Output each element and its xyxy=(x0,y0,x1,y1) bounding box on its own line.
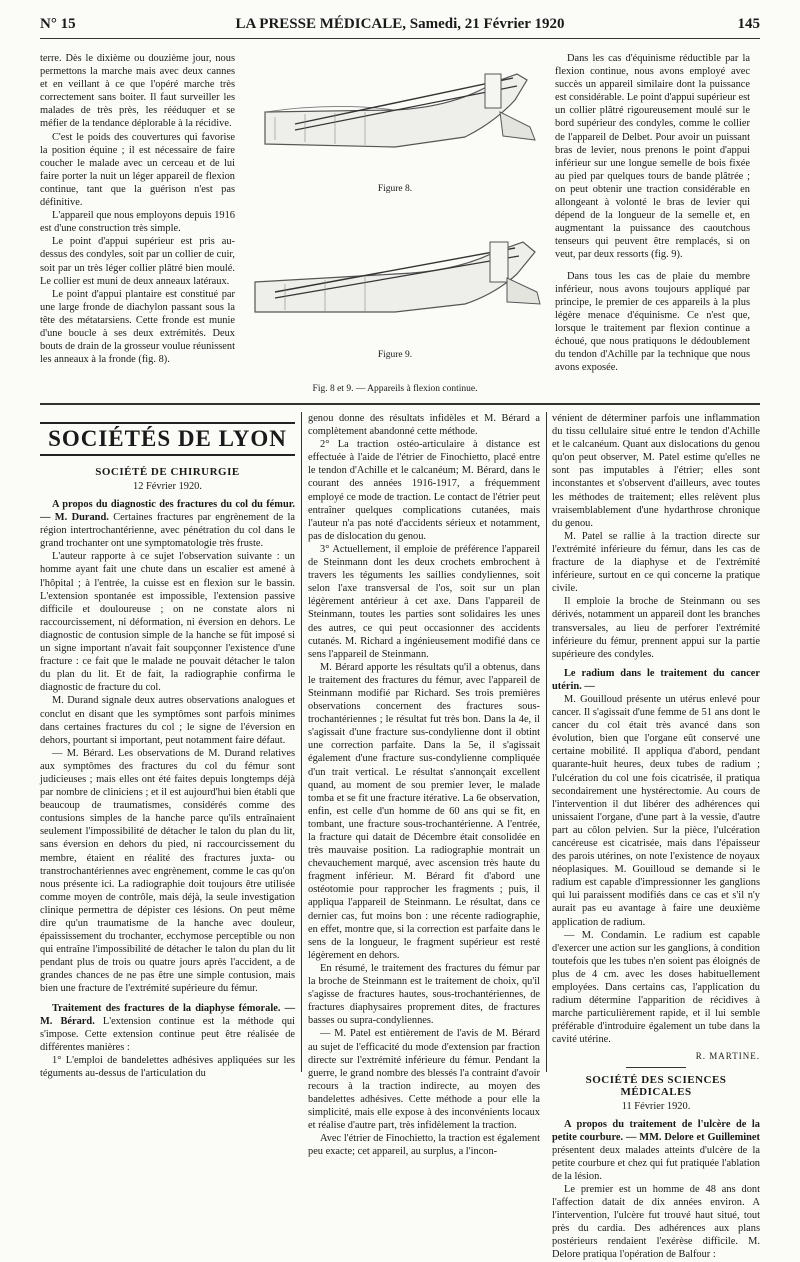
leg-splint-illustration xyxy=(245,52,545,182)
figures-caption: Fig. 8 et 9. — Appareils à flexion continue. xyxy=(312,384,478,394)
top-left-column xyxy=(40,52,235,402)
paragraph: Dans tous les cas de plaie du membre inférieur, nous avons toujours appliqué par principe, le premier de ces appareils à la plus légère menace d'équinisme. Ce n'est que, lorsque le traitement par flexion continue a échoué, que nous pratiquons le dédoublement du tendon d'Achille par la technique que nous avons exposée. xyxy=(555,270,750,374)
paragraph: 2° La traction ostéo-articulaire à distance est effectuée à l'aide de l'étrier de Finochietto, placé entre le tendon d'Achille et le calcanéum; M. Bérard, dans le courant des années 1916-1917, a fréquemment employé ce mode de traction. Le contact de l'étrier peut entraîner quelques complications cutanées, mais l'auteur n'a pas noté d'accidents sérieux et notamment, pas de dislocation du genou. xyxy=(308,439,540,542)
section-title: SOCIÉTÉS DE LYON xyxy=(40,422,295,456)
journal-title: LA PRESSE MÉDICALE, Samedi, 21 Février 1920 xyxy=(235,16,565,32)
paragraph: Le point d'appui supérieur est pris au-dessus des condyles, soit par un collier de cuir, soit par un très léger collier plâtré bien moulé. Le collier est muni de deux anneaux latéraux. xyxy=(40,236,235,287)
paragraph: L'auteur rapporte à ce sujet l'observation suivante : un homme ayant fait une chute dans un escalier est amené à l'hôpital ; à l'entrée, la cuisse est en flexion sur le bassin. L'extension spontanée est impossible, l'extension passive difficile et douloureuse ; on ne constate alors ni raccourcissement, ni déformation, ni éversion en dehors. Le diagnostic de contusion simple de la hanche se fût imposé si un signe important n'avait fait soupçonner l'existence d'une fracture : ce fait que le malade ne pouvait détacher le talon du plan du lit. Et de fait, la radiographie confirma le diagnostic de fracture du col. xyxy=(40,551,295,694)
column-divider xyxy=(546,412,547,1072)
paragraph: Avec l'étrier de Finochietto, la traction est également peu exacte; cet appareil, au surplus, a l'incon- xyxy=(308,1133,540,1158)
paragraph: Le premier est un homme de 48 ans dont l'affection datait de dix années environ. A l'intervention, l'ulcère fut trouvé haut situé, tout près du cardia. Des adhérences aux plans postérieurs rendaient l'exérèse difficile. M. Delore pratiqua l'opération de Balfour : xyxy=(552,1183,760,1261)
article-title: A propos du traitement de l'ulcère de la petite courbure. — MM. Delore et Guilleminet xyxy=(552,1118,760,1143)
leg-splint-illustration xyxy=(245,212,545,342)
paragraph: Certaines fractures par engrènement de la région intertrochantérienne, avec pénétration du col dans le grand trochanter ont une symptomatologie très fruste. xyxy=(40,512,295,550)
paragraph: Dans les cas d'équinisme réductible par la flexion continue, nous avons employé avec succès un appareil similaire dont la puissance est considérable. Le point d'appui supérieur est un collier plâtré rigoureusement moulé sur le bord supérieur des condyles, comme le collier de l'appareil de Delbet. Pour avoir un puissant bras de levier, nous prenons le point d'appui inférieur sur une longue semelle de bois fixée au pied par quelques tours de bande plâtrée ; on peut obtenir une traction considérable en allongeant à volonté le bras de levier qui dépend de la longueur de la semelle et, en augmentant la puissance des caoutchous tenseurs qui peuvent être remplacés, si on veut, par deux ressorts (fig. 9). xyxy=(555,53,750,261)
paragraph: 3° Actuellement, il emploie de préférence l'appareil de Steinmann dont les deux crochets embrochent à travers les téguments les saillies condyliennes, soit selon l'axe transversal de l'os, soit sur un plan légèrement antérieur à cet axe. Dans l'appareil de Steinmann, toutes les parties sont solidaires les unes des autres, ce qui peut occasionner des accidents cutanés. M. Richard a ingénieusement modifié dans ce sens l'appareil de Steinmann. xyxy=(308,543,540,660)
paragraph: vénient de déterminer parfois une inflammation du tissu cellulaire situé entre le tendon d'Achille et le calcanéum. Quant aux dislocations du genou qu'on peut observer, M. Patel estime qu'elles ne sont pas imputables à l'étrier; elles sont inconstantes et s'observent d'ailleurs, avec toutes les méthodes de traitement; elles relèvent plus vraisemblablement d'une hydarthrose chronique du genou. xyxy=(552,413,760,529)
article-title: A propos du diagnostic des fractures du col du fémur. — M. Durand. xyxy=(40,499,295,524)
paragraph: — M. Patel est entièrement de l'avis de M. Bérard au sujet de l'efficacité du mode d'extension par fraction directe sur l'extrémité inférieure du fémur. Pendant la guerre, le grand nombre des blessés l'a contraint d'avoir recours à la traction indirecte, au moyen des bandelettes adhésives. Cette méthode a pour elle la simplicité, mais elle expose à des inconvénients locaux et réalise d'autre part, très infidèlement la traction. xyxy=(308,1028,540,1132)
section-divider xyxy=(40,403,760,405)
paragraph: Le point d'appui plantaire est constitué par une large fronde de diachylon passant sous la tête des métatarsiens. Cette fronde est munie d'une boucle à ses deux extrémités. Deux bouts de drain de la grosseur voulue réunissent les anneaux à la fronde (fig. 8). xyxy=(40,288,235,366)
top-right-column xyxy=(555,52,750,397)
column-2 xyxy=(308,412,540,1158)
figure-8-label: Figure 8. xyxy=(377,184,413,194)
article-title: Traitement des fractures de la diaphyse fémorale. — M. Bérard. xyxy=(40,1002,295,1027)
paragraph: En résumé, le traitement des fractures du fémur par la broche de Steinmann est le traitement de choix, qu'il s'agisse de fractures hautes, sous-trochantériennes, de fractures diaphysaires proprement dites, de fractures basses ou supra-condyliennes. xyxy=(308,962,540,1027)
column-3 xyxy=(552,412,760,1261)
paragraph: C'est le poids des couvertures qui favorise la position équine ; il est nécessaire de faire coucher le malade avec un cerceau et de lui faire porter la nuit un léger appareil de flexion continue, tant que la guérison n'est pas définitive. xyxy=(40,131,235,209)
meeting-date: 11 Février 1920. xyxy=(621,1100,691,1112)
paragraph: 1° L'emploi de bandelettes adhésives appliquées sur les téguments au-dessus de l'articulation du xyxy=(40,1054,295,1080)
paragraph: M. Gouilloud présente un utérus enlevé pour cancer. Il s'agissait d'une femme de 51 ans dont le cancer du col était très avancé dans son évolution, bien que l'organe eût conservé une certaine mobilité. Il appliqua d'abord, pendant quarante-huit heures, deux tubes de radium ; l'ulcération du col une fois cicatrisée, il pratiqua secondairement une hystérectomie. Au cours de l'intervention il dut libérer des adhérences qui unissaient l'organe, d'une part à la vessie, d'autre part au côlon pelvien. Sur la pièce, l'ulcération cancéreuse est cicatrisée, mais dans l'épaisseur des parois utérines, on note l'existence de noyaux néoplasiques. M. Gouilloud se demande si le radium est capable d'impressionner les ganglions qui lui paraissent modifiés dans ce cas et s'il n'y aurait pas eu avantage à faire une deuxième application de radium. xyxy=(552,693,760,928)
column-divider xyxy=(301,412,302,1072)
paragraph: terre. Dès le dixième ou douzième jour, nous permettons la marche mais avec deux cannes et en veillant à ce que l'opéré marche très correctement sans boiter. Il faut surveiller les malades de très près, les rééduquer et se méfier de la tendance déplorable à la récidive. xyxy=(40,53,235,130)
paragraph: L'appareil que nous employons depuis 1916 est d'une construction très simple. xyxy=(40,210,235,235)
paragraph: — M. Condamin. Le radium est capable d'exercer une action sur les ganglions, à condition toutefois que les tubes n'en soient pas éloignés de plus de 4 cm. avec les doses habituellement employées. Dans certains cas, l'application du radium détermine l'apparition de récidives à marche particulièrement rapide, et il lui semble préférable d'introduire également un tube dans la cavité utérine. xyxy=(552,929,760,1046)
paragraph: M. Patel se rallie à la traction directe sur l'extrémité inférieure du fémur, dans les cas de fracture de la diaphyse et de l'extrémité inférieure, surtout en ce qui concerne la pratique civile. xyxy=(552,530,760,595)
paragraph: M. Durand signale deux autres observations analogues et conclut en disant que les symptômes sont parfois minimes dans certaines fractures du col ; le signe de l'éversion en dehors, pourtant si important, peut notamment faire défaut. xyxy=(40,695,295,746)
paragraph: Il emploie la broche de Steinmann ou ses dérivés, notamment un appareil dont les branches transversales, au lieu de perforer l'extrémité inférieure du fémur, prennent appui sur la partie supérieure des condyles. xyxy=(552,596,760,660)
paragraph: genou donne des résultats infidèles et M. Bérard a complètement abandonné cette méthode. xyxy=(308,413,540,438)
author-signature: R. MARTINE. xyxy=(695,1050,760,1061)
divider xyxy=(626,1067,686,1068)
paragraph: présentent deux malades atteints d'ulcère de la petite courbure et chez qui fut pratiquée l'ablation de la lésion. xyxy=(552,1144,760,1182)
meeting-date: 12 Février 1920. xyxy=(133,481,202,492)
paragraph: M. Bérard apporte les résultats qu'il a obtenus, dans le traitement des fractures du fémur, avec l'appareil de Steinmann modifié par Richard. Ses trois premières observations concernent des fractures sous-trochantériennes ; le résultat fut très bon. Dans la 4e, il s'agissait d'une fracture sus-condylienne dont il obtint une correction parfaite. Dans la 5e, il s'agissait également d'une fracture sus-condylienne compliquée d'un trait vertical. Le résultat s'annonçait excellent quand, au moment de sou premier lever, le malade tomba et se fit une fracture itérative. La 6e observation, enfin, est celle d'un homme de 60 ans qui se fit, en tombant, une fracture sous-trochantérienne. A l'entrée, la fracture qui datait de Décembre était consolidée en très mauvaise position. La radiographie montrait un chevauchement marqué, avec ascension très haute du fragment inférieur. M. Bérard fit d'abord une ostéotomie pour rapprocher les fragments ; puis, il appliqua l'appareil de Steinmann. Le résultat, dans ce dernier cas, fut moins bon : une récente radiographie, en effet, montre que, si la correction est parfaite dans le sens de la longueur, le fragment supérieur est resté légèrement en dehors. xyxy=(308,661,540,961)
society-title: SOCIÉTÉ DE CHIRURGIE xyxy=(95,466,240,478)
paragraph: — M. Bérard. Les observations de M. Durand relatives aux symptômes des fractures du col du fémur sont judicieuses ; mais elles ont été faites depuis longtemps déjà par nombre de cliniciens ; et il est aujourd'hui bien établi que beaucoup de traumatismes, considérés comme des contusions simples de la hanche parce qu'ils entraînaient seulement l'impossibilité de détacher le talon du plan du lit, sans éversion en dehors du pied, ni raccourcissement du membre, étaient en réalité des fractures juxta- ou transtrochantériennes avec engrènement, comme le cas qu'on nous présente ici. La radiographie doit toujours être utilisée comme moyen de contrôle, mais déjà, la seule investigation clinique permettra de dépister ces lésions. On peut même dire qu'un traumatisme de la hanche avec douleur, épaississement du trochanter, ecchymose perceptible ou non qui entraîne l'impossibilité de détacher le talon du plan du lit pendant plus de trois ou quatre jours après l'accident, a de grandes chances de ne pas être une simple contusion, mais bien une fracture de l'extrémité supérieure du fémur. xyxy=(40,747,295,995)
society-title: SOCIÉTÉ DES SCIENCES MÉDICALES xyxy=(585,1073,727,1098)
paragraph: L'extension continue est la méthode qui s'impose. Cette extension continue peut être réalisée de différentes manières : xyxy=(40,1015,295,1053)
figure-8 xyxy=(245,52,545,194)
article-title: Le radium dans le traitement du cancer utérin. — xyxy=(552,667,760,692)
figure-9 xyxy=(245,212,545,360)
issue-number: N° 15 xyxy=(40,16,76,32)
page-header xyxy=(40,16,760,39)
page-number: 145 xyxy=(737,16,760,32)
column-1 xyxy=(40,460,295,1080)
figure-9-label: Figure 9. xyxy=(377,350,413,360)
